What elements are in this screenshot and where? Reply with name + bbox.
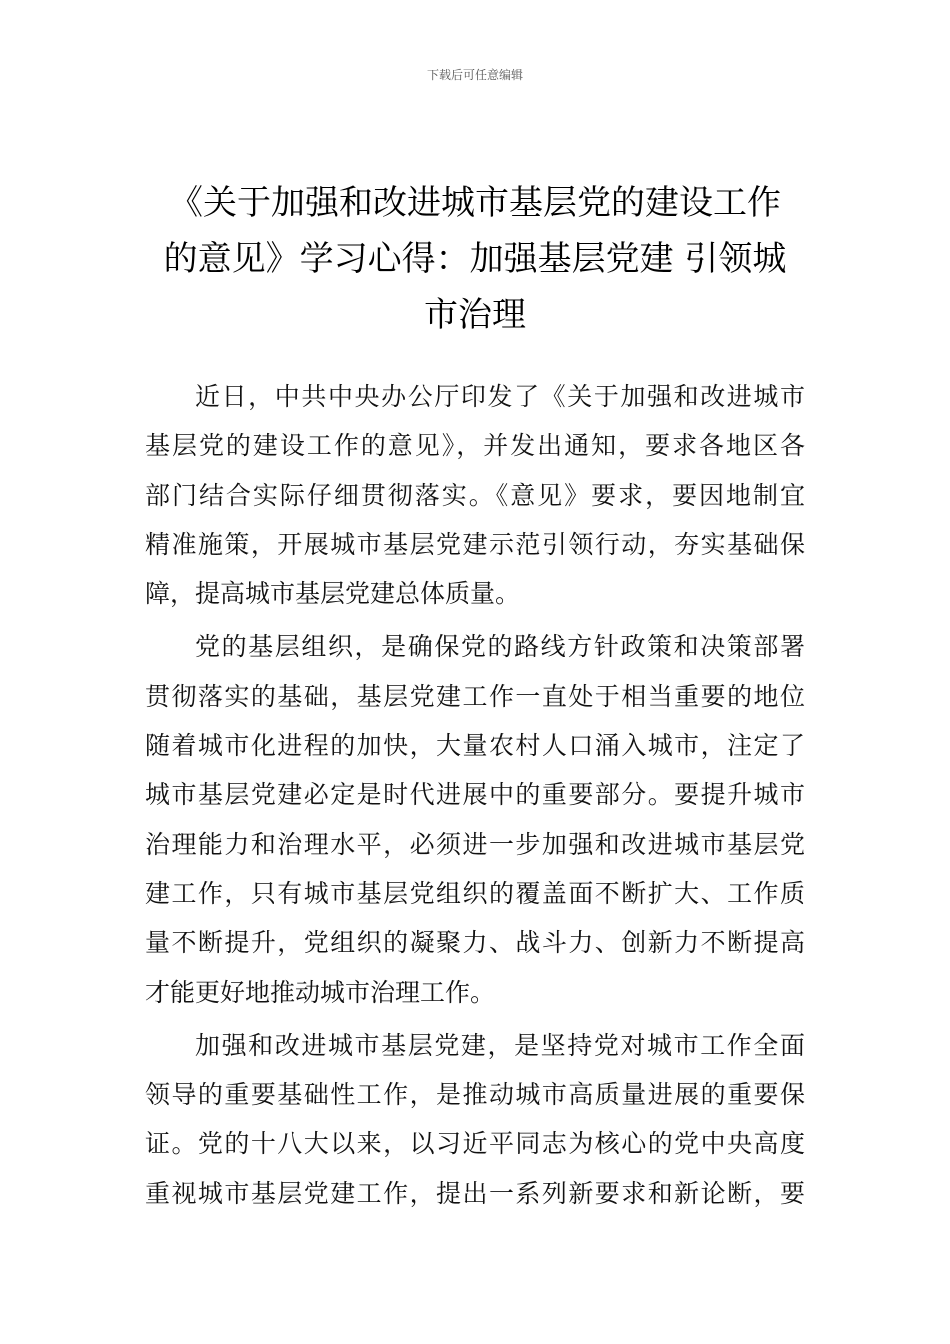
text-line: 城市基层党建必定是时代进展中的重要部分。要提升城市 [145,780,805,810]
header-note: 下载后可任意编辑 [426,68,523,82]
text-line: 加强和改进城市基层党建，是坚持党对城市工作全面 [195,1030,805,1060]
text-line: 部门结合实际仔细贯彻落实。《意见》要求，要因地制宜 [145,480,805,510]
document-title [120,175,830,343]
text-line: 量不断提升，党组织的凝聚力、战斗力、创新力不断提高 [145,928,805,958]
title-line: 的意见》学习心得：加强基层党建 引领城 [163,239,787,279]
text-line: 建工作，只有城市基层党组织的覆盖面不断扩大、工作质 [145,878,805,908]
text-line: 随着城市化进程的加快，大量农村人口涌入城市，注定了 [145,731,805,761]
title-line: 市治理 [424,295,526,335]
text-line: 才能更好地推动城市治理工作。 [145,977,496,1007]
text-line: 贯彻落实的基础，基层党建工作一直处于相当重要的地位 [145,681,805,711]
text-line: 基层党的建设工作的意见》，并发出通知，要求各地区各 [145,431,805,461]
text-line: 领导的重要基础性工作，是推动城市高质量进展的重要保 [145,1080,805,1110]
text-line: 证。党的十八大以来，以习近平同志为核心的党中央高度 [145,1129,805,1159]
paragraph-2 [145,622,805,1016]
text-line: 治理能力和治理水平，必须进一步加强和改进城市基层党 [145,829,805,859]
text-line: 重视城市基层党建工作，提出一系列新要求和新论断，要 [145,1178,805,1208]
document-body [145,372,805,1218]
text-line: 障，提高城市基层党建总体质量。 [145,579,521,609]
text-line: 党的基层组织，是确保党的路线方针政策和决策部署 [195,632,805,662]
title-line: 《关于加强和改进城市基层党的建设工作 [169,183,781,223]
paragraph-1 [145,372,805,618]
text-line: 精准施策，开展城市基层党建示范引领行动，夯实基础保 [145,529,805,559]
text-line: 近日，中共中央办公厅印发了《关于加强和改进城市 [195,382,805,411]
paragraph-3 [145,1021,805,1218]
